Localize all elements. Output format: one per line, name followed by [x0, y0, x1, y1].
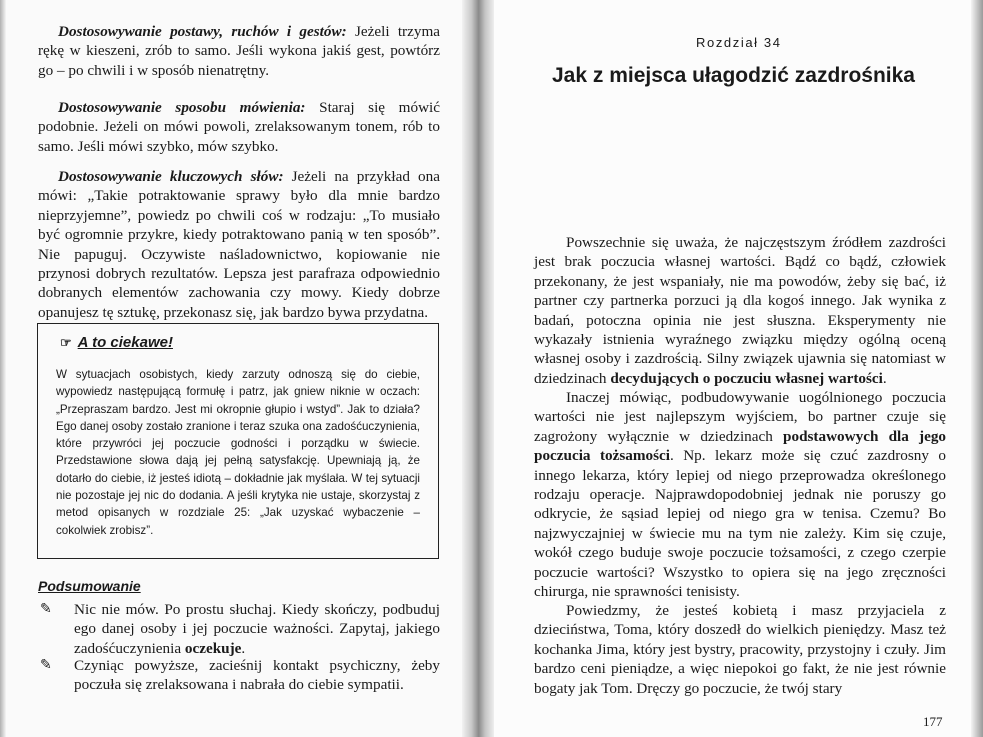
pen-icon: ✎	[40, 658, 52, 673]
info-box-title-text: A to ciekawe!	[77, 334, 173, 351]
page-number: 177	[923, 714, 943, 729]
chapter-title: Jak z miejsca ułagodzić zazdrośnika	[552, 64, 915, 87]
left-page	[0, 0, 470, 737]
page-edge-shadow	[0, 0, 6, 737]
paragraph	[534, 388, 946, 601]
summary-bullet-text: Czyniąc powyższe, zacieśnij kontakt psychiczny, żeby poczuła się zrelaksowana i nabrała do ciebie sympatii.	[74, 657, 440, 694]
paragraph: Powiedzmy, że jesteś kobietą i masz przyjaciela z dzieciństwa, Toma, który doszedł do wielkich pieniędzy. Masz też kochanka Jima, który jest bystry, pracowity, przystojny i czuły. Jim bardzo ceni pieniądze, a więc niepokoi go fakt, że nie jest równie bogaty jak Tom. Dręczy go poczucie, że twój stary	[534, 602, 946, 697]
bullet-bold-text: oczekuje	[184, 639, 242, 657]
page-edge-shadow	[971, 0, 983, 737]
summary-bullet	[40, 600, 440, 658]
info-box-title	[60, 334, 173, 351]
paragraph-lead: Dostosowywanie sposobu mówienia:	[58, 99, 306, 116]
paragraph-text: Jeżeli trzyma rękę w kieszeni, zrób to samo. Jeśli wykona jakiś gest, powtórz go – po chwili i w sposób nienatrętny.	[38, 23, 440, 79]
pointing-hand-icon: ☞	[60, 335, 72, 350]
paragraph-posture	[38, 22, 440, 80]
paragraph	[534, 233, 946, 388]
paragraph-text: Powszechnie się uważa, że najczęstszym źródłem zazdrości jest brak poczucia własnej wartości. Bądź co bądź, człowiek przekonany, że jest wspaniały, nie ma powodów, żeby się bać, iż partner czy partnerka porzuci ją dla kogoś innego. Jak wynika z badań, potoczna opinia nie jest słuszna. Eksperymenty nie wykazały istnienia wyraźnego związku między ogólną oceną własnej osoby i zazdrością. Silny związek ujawnia się natomiast w dziedzinach	[534, 234, 946, 387]
book-gutter	[462, 0, 494, 737]
paragraph-keywords	[38, 167, 440, 322]
bullet-text-end: .	[241, 639, 246, 657]
pen-icon: ✎	[40, 602, 52, 617]
paragraph-speech	[38, 98, 440, 156]
paragraph-text: Jeżeli na przykład ona mówi: „Takie potraktowanie sprawy było dla mnie bardzo nieprzyjemne”, powiedz po chwili coś w rodzaju: „To musiało być ogromnie przykre, kiedy potraktowano panią w ten sposób”. Nie papuguj. Oczywiste naśladownictwo, kopiowanie nie przynosi dobrych rezultatów. Lepsza jest parafraza odpowiednio dobranych elementów zachowania czy mowy. Kiedy dobrze opanujesz tę sztukę, przekonasz się, jak bardzo bywa przydatna.	[38, 168, 440, 321]
summary-bullet-text	[74, 600, 440, 658]
paragraph-text-cont: . Np. lekarz może się czuć zazdrosny o innego lekarza, który lepiej od niego przeprowadza określonego rodzaju operacje. Najprawdopodobniej jednak nie poruszy go odkrycie, że sąsiad lepiej od niego gra w tenisa. Czemu? Bo najzwyczajniej w świecie mu na tym nie zależy. Kim się czuje, wokół czego buduje swoje poczucie tożsamości, z czego czerpie poczucie wartości? Wszystko to opiera się na jego zręczności chirurga, nie sprawności tenisisty.	[534, 447, 946, 601]
paragraph-bold-text: decydujących o poczuciu własnej wartości	[610, 369, 883, 387]
paragraph-lead: Dostosowywanie postawy, ruchów i gestów:	[58, 23, 347, 40]
info-box	[37, 323, 439, 559]
chapter-label: Rozdział 34	[696, 35, 782, 50]
bullet-text: Nic nie mów. Po prostu słuchaj. Kiedy skończy, podbuduj ego danej osoby i jej poczucie ważności. Zapytaj, jakiego zadośćuczynienia	[74, 601, 440, 657]
right-page	[486, 0, 983, 737]
summary-bullet	[40, 656, 440, 695]
paragraph-text: Inaczej mówiąc, podbudowywanie uogólnionego poczucia wartości nie jest najlepszym wyjściem, bo partner czuje się zagrożony wyłącznie w dziedzinach	[534, 389, 946, 445]
summary-heading: Podsumowanie	[38, 578, 141, 594]
paragraph-text-end: .	[882, 369, 887, 387]
paragraph-lead: Dostosowywanie kluczowych słów:	[58, 168, 284, 185]
paragraph-text: Staraj się mówić podobnie. Jeżeli on mówi powoli, zrelaksowanym tonem, rób to samo. Jeśli mówi szybko, mów szybko.	[38, 99, 440, 155]
info-box-text: W sytuacjach osobistych, kiedy zarzuty odnoszą się do ciebie, wypowiedz następującą formułę i patrz, jak gniew niknie w oczach: „Przepraszam bardzo. Jest mi okropnie głupio i wstyd”. Jak to działa? Ego danej osoby zostało zranione i teraz szuka ona zadośćuczynienia, które przywróci jej poczucie godności i porządku w świecie. Przedstawione słowa dają jej pełną satysfakcję. Upewniają ją, że dotarło do ciebie, iż jesteś idiotą – dokładnie jak myślała. W tej sytuacji nie pozostaje jej nic do dodania. A jeśli krytyka nie ustaje, skorzystaj z metod opisanych w rozdziale 25: „Jak uzyskać wybaczenie – cokolwiek zrobisz”.	[56, 368, 420, 537]
paragraph-bold-text: podstawowych dla jego poczucia tożsamości	[534, 427, 947, 465]
